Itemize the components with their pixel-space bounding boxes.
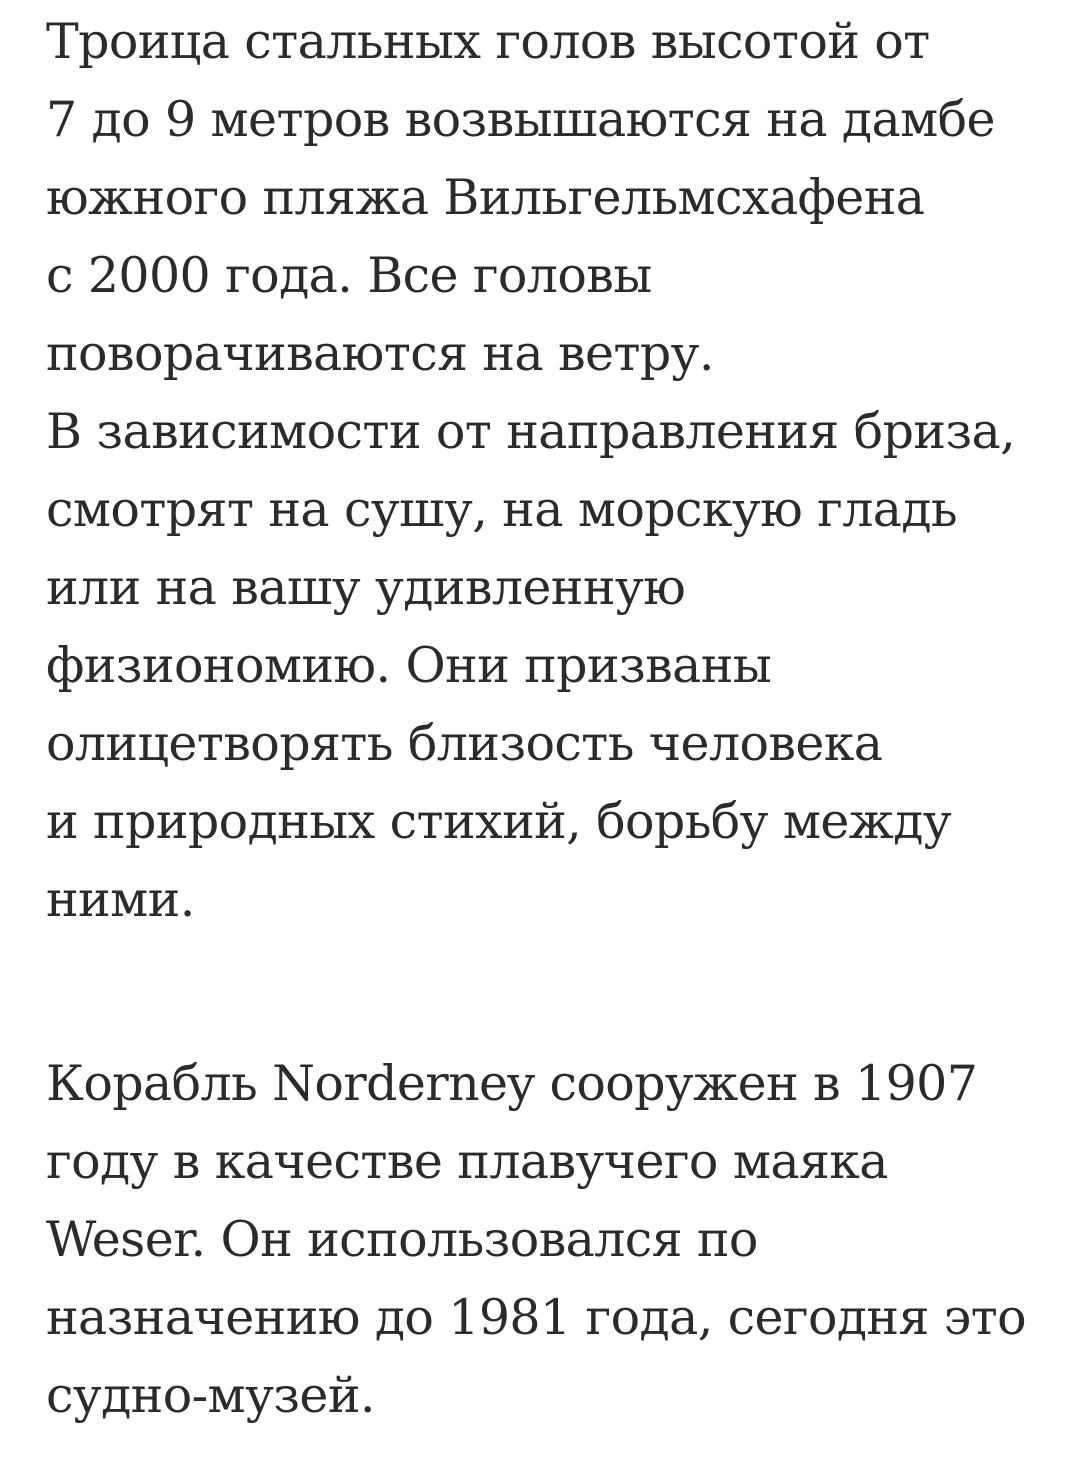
text-line: Корабль Norderney сооружен в 1907 bbox=[46, 1055, 978, 1112]
text-line: назначению до 1981 года, сегодня это bbox=[46, 1289, 1027, 1346]
article-body bbox=[46, 0, 1056, 1435]
text-line: или на вашу удивленную bbox=[46, 559, 686, 616]
text-line: Weser. Он использовался по bbox=[46, 1211, 758, 1268]
text-line: В зависимости от направления бриза, bbox=[46, 403, 1016, 460]
text-line: с 2000 года. Все головы bbox=[46, 247, 652, 304]
text-line: поворачиваются на ветру. bbox=[46, 325, 714, 382]
paragraph-norderney-ship bbox=[46, 939, 1056, 1435]
text-line: году в качестве плавучего маяка bbox=[46, 1133, 888, 1190]
text-line: ними. bbox=[46, 871, 195, 928]
text-line: 7 до 9 метров возвышаются на дамбе bbox=[46, 91, 995, 148]
text-line: олицетворять близость человека bbox=[46, 715, 883, 772]
paragraph-steel-heads bbox=[46, 0, 1056, 939]
text-line: Троица стальных голов высотой от bbox=[46, 13, 930, 70]
text-line: южного пляжа Вильгельмсхафена bbox=[46, 169, 925, 226]
text-line: физиономию. Они призваны bbox=[46, 637, 772, 694]
text-line: смотрят на сушу, на морскую гладь bbox=[46, 481, 958, 538]
text-line: судно-музей. bbox=[46, 1367, 375, 1424]
text-line: и природных стихий, борьбу между bbox=[46, 793, 952, 850]
